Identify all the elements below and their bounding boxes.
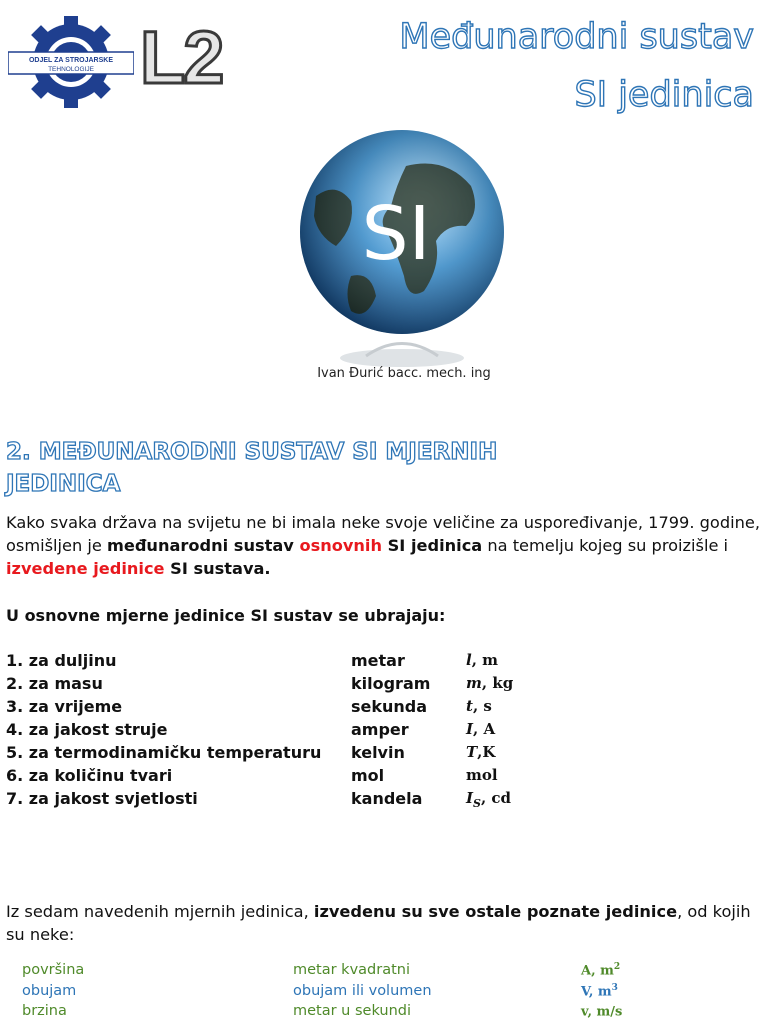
derived-unit-row bbox=[22, 962, 762, 983]
intro-red: osnovnih bbox=[299, 536, 383, 555]
derived-intro-text: Iz sedam navedenih mjernih jedinica, bbox=[6, 902, 314, 921]
section-heading bbox=[6, 436, 746, 500]
intro-paragraph bbox=[6, 511, 762, 580]
derived-unit-symbol: v, m/s bbox=[581, 1004, 623, 1020]
quantity: 1. za duljinu bbox=[6, 651, 117, 670]
derived-units-intro bbox=[6, 900, 762, 946]
department-logo bbox=[8, 16, 134, 108]
base-unit-row bbox=[6, 743, 766, 766]
unit-symbol: mol bbox=[466, 766, 498, 784]
unit-symbol: m, kg bbox=[466, 674, 514, 692]
base-unit-row bbox=[6, 766, 766, 789]
lesson-code: L2 bbox=[140, 16, 223, 99]
base-unit-row bbox=[6, 720, 766, 743]
derived-quantity: obujam bbox=[22, 983, 77, 999]
intro-text: Kako svaka država na svijetu ne bi imala neke svoje veličine za uspoređivanje, 1799. godine, osmišljen je bbox=[6, 513, 760, 555]
unit-symbol: $I_S$, cd bbox=[466, 789, 512, 810]
globe-image bbox=[296, 126, 508, 371]
section-heading-line2: JEDINICA bbox=[6, 471, 121, 497]
quantity: 5. za termodinamičku temperaturu bbox=[6, 743, 322, 762]
intro-bold2: SI jedinica bbox=[382, 536, 483, 555]
derived-unit-name: metar kvadratni bbox=[293, 962, 411, 978]
base-unit-row bbox=[6, 651, 766, 674]
unit-symbol: t, s bbox=[466, 697, 492, 715]
base-unit-row bbox=[6, 789, 766, 812]
derived-intro-after: , od kojih su neke: bbox=[6, 902, 751, 944]
intro-after: na temelju kojeg su proizišle i bbox=[482, 536, 729, 555]
unit-symbol: l, m bbox=[466, 651, 499, 669]
derived-unit-row bbox=[22, 1003, 762, 1024]
unit-name: kandela bbox=[351, 789, 423, 808]
base-unit-row bbox=[6, 674, 766, 697]
globe-label: SI bbox=[361, 191, 431, 277]
page-title-line2: SI jedinica bbox=[574, 75, 754, 115]
derived-quantity: površina bbox=[22, 962, 85, 978]
unit-name: kilogram bbox=[351, 674, 431, 693]
intro-bold: međunarodni sustav bbox=[107, 536, 300, 555]
base-unit-row bbox=[6, 697, 766, 720]
derived-unit-row bbox=[22, 983, 762, 1004]
logo-text-line1: ODJEL ZA STROJARSKE bbox=[28, 57, 114, 64]
intro-bold3: SI sustava. bbox=[164, 559, 271, 578]
derived-quantity: brzina bbox=[22, 1003, 67, 1019]
quantity: 2. za masu bbox=[6, 674, 103, 693]
base-units-heading: U osnovne mjerne jedinice SI sustav se ubrajaju: bbox=[6, 606, 446, 625]
unit-name: mol bbox=[351, 766, 385, 785]
quantity: 7. za jakost svjetlosti bbox=[6, 789, 198, 808]
unit-symbol: T,K bbox=[466, 743, 496, 761]
unit-symbol: I, A bbox=[466, 720, 496, 738]
author-credit: Ivan Đurić bacc. mech. ing bbox=[317, 366, 491, 381]
section-heading-line1: 2. MEĐUNARODNI SUSTAV SI MJERNIH bbox=[6, 439, 498, 465]
quantity: 3. za vrijeme bbox=[6, 697, 123, 716]
quantity: 6. za količinu tvari bbox=[6, 766, 173, 785]
intro-red2: izvedene jedinice bbox=[6, 559, 165, 578]
unit-name: metar bbox=[351, 651, 405, 670]
unit-name: kelvin bbox=[351, 743, 405, 762]
quantity: 4. za jakost struje bbox=[6, 720, 168, 739]
unit-name: amper bbox=[351, 720, 409, 739]
derived-unit-name: metar u sekundi bbox=[293, 1003, 412, 1019]
derived-unit-symbol: A, $m^2$ bbox=[581, 962, 621, 979]
page-title-line1: Međunarodni sustav bbox=[399, 17, 754, 57]
unit-name: sekunda bbox=[351, 697, 428, 716]
derived-unit-symbol: V, $m^3$ bbox=[581, 983, 618, 1000]
derived-intro-bold: izvedenu su sve ostale poznate jedinice bbox=[313, 902, 678, 921]
derived-unit-name: obujam ili volumen bbox=[293, 983, 432, 999]
logo-text-line2: TEHNOLOGIJE bbox=[48, 66, 94, 73]
